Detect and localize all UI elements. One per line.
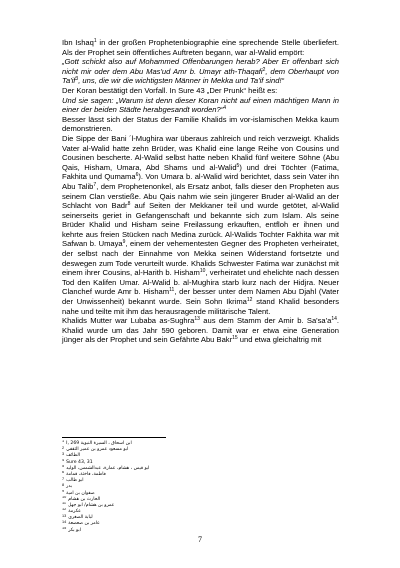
paragraph: [62, 134, 339, 316]
body-text: [62, 38, 339, 345]
footnote-reference: 12: [246, 297, 253, 304]
footnote-reference: 3: [75, 76, 79, 83]
footnote-text: الطائف: [66, 453, 81, 459]
paragraph-text: aus dem Stamm der Amir b. Sa'sa'a: [199, 316, 332, 326]
footnote-text: صفوان بن امية: [66, 490, 95, 496]
paragraph: [62, 38, 339, 57]
footnote-reference: 4: [223, 105, 227, 112]
footnote-text: Sure 43, 31: [66, 459, 93, 465]
paragraph-text: Die Sippe der Bani ´l-Mughira war überaus zahlreich und reich verzweigt. Khalids Vater al-Walid hatte zehn Brüder, was Khalid eine lange Reihe von Cousins und Cousinen bescherte. Al-Walid selbst hatte neben Khalid fünf weitere Söhne (Abu Qais, Hisham, Umara, Abd Shams und al-Walid: [62, 133, 339, 172]
footnote-reference: 15: [232, 335, 238, 342]
footnote-reference: 5: [236, 162, 240, 169]
paragraph-text: . Khalid wurde um das Jahr 590 geboren. Damit war er etwa eine Generation jünger als der Prophet und sein Gefährte Abu Bakr: [62, 316, 339, 345]
paragraph-text: auf Seiten der Mekkaner teil und wurde getötet, al-Walid seinerseits geriet in Gefangenschaft und bekannte sich zum Islam. Als seine Brüder Khalid und Hisham seine Freilassung erkauften, entfloh er ihnen und kehrte aus freien Stücken nach Medina zurück. Al-Walids Tochter Fakhita war mit Safwan b. Umaya: [62, 201, 339, 249]
footnote-reference: 7: [93, 181, 97, 188]
footnote: [62, 527, 339, 533]
footnote-number: 14: [62, 520, 67, 524]
footnote-reference: 2: [262, 66, 266, 73]
paragraph-text: , verheiratet und ehelichte nach dessen Tod den Kalifen Umar. Al-Walid b. al-Mughira starb kurz nach der Hidjra. Neuer Clanchef wurde Amr b. Hisham: [62, 268, 339, 297]
footnote-text: I, 269 ابن اسحاق ، السيرة النبوية: [66, 441, 132, 446]
footnote-number: 4: [62, 458, 65, 462]
paragraph-text: ) und drei Töchter (Fatima, Fakhita und Qumama: [62, 162, 339, 182]
footnotes-section: [62, 440, 339, 533]
quote-text: Und sie sagen: „Warum ist denn dieser Koran nicht auf einen mächtigen Mann in einer der beiden Städte herabgesandt worden?“: [62, 95, 339, 115]
footnote-number: 12: [62, 508, 67, 512]
footnote-reference: 14: [331, 316, 337, 323]
paragraph-text: und etwa gleichaltrig mit: [237, 335, 322, 345]
footnote-reference: 6: [135, 172, 139, 179]
footnote-text: ابو طالب: [66, 478, 84, 484]
paragraph-text: Khalids Mutter war Lubaba as-Sughra: [62, 316, 195, 326]
footnote-number: 3: [62, 452, 65, 456]
paragraph: [62, 96, 339, 115]
quote-text: „Gott schickt also auf Mohammed Offenbarungen herab? Aber Er offenbart sich nicht mir oder dem Abu Mas'ud Amr b. Umayr ath-Thaqafi: [62, 57, 339, 76]
footnote-text: لبابة الصغرى: [68, 515, 93, 521]
paragraph-text: stand Khalid besonders nahe und teilte mit ihm das herausragende militärische Talent.: [62, 297, 339, 316]
paragraph-text: , dem Prophetenonkel, als Ersatz anbot, falls dieser den Propheten aus seinem Clan verstieße. Abu Qais nahm wie sein jüngerer Bruder al-Walid an der Schlacht von Badr: [62, 181, 339, 211]
footnote-number: 15: [62, 526, 67, 531]
footnote-number: 11: [62, 501, 66, 506]
footnote-number: 13: [62, 514, 67, 518]
paragraph-text: ). Von Umara b. al-Walid wird berichtet, dass sein Vater ihn Abu Talib: [62, 172, 339, 191]
paragraph-text: , einem der vehementesten Gegner des Propheten verheiratet, der selbst nach der Einnahme von Mekka seinen Widerstand fortsetzte und deswegen zum Tode verurteilt wurde. Khalids Schwester Fatima war zunächst mit einem ihrer Cousins, al-Harith b. Hisham: [62, 239, 339, 278]
footnote-text: عمرو بن هشام/ ابو جهل: [67, 502, 115, 508]
page-number: 7: [198, 535, 202, 544]
footnote-number: 10: [62, 495, 67, 500]
footnote-text: ابو قيس ، هشام، عمارة، عبدالشمس، الوليد: [66, 465, 150, 471]
footnote-reference: 10: [199, 268, 206, 275]
paragraph-text: Besser lässt sich der Status der Familie Khalids im vor-islamischen Mekka kaum demonstrieren.: [62, 114, 339, 134]
footnote-number: 6: [62, 470, 65, 475]
paragraph: [62, 115, 339, 134]
footnote-text: بدر: [66, 484, 73, 490]
quote-text: , dem Oberhaupt von Ta'if: [62, 66, 339, 86]
footnote-text: ابو بكر: [68, 527, 81, 533]
footnote-number: 5: [62, 464, 65, 469]
paragraph-text: in der großen Prophetenbiographie eine sprechende Stelle überliefert. Als der Prophet sein öffentliches Auftreten begann, war al-Walid empört:: [62, 38, 340, 57]
footnote-separator: [62, 437, 166, 438]
footnote-reference: 13: [194, 316, 200, 323]
footnote-reference: 8: [127, 201, 131, 208]
footnote-reference: 11: [169, 287, 175, 294]
paragraph: [62, 57, 339, 86]
footnote-number: 1: [62, 440, 65, 444]
footnote-number: 2: [62, 446, 65, 450]
footnote-text: فاطمة، فاخثة، قمامة: [66, 471, 106, 477]
footnote-text: الحارث بن هشام: [68, 496, 101, 502]
paragraph-text: Ibn Ishaq: [62, 38, 94, 47]
paragraph-text: , der besser unter dem Namen Abu Djahl (Vater der Unwissenheit) bekannt wurde. Sein Sohn Ikrima: [62, 287, 340, 307]
paragraph-text: Der Koran bestätigt den Vorfall. In Sure 43 „Der Prunk“ heißt es:: [62, 85, 278, 95]
quote-text: , uns, die wir die wichtigsten Männer in Mekka und Ta'if sind!“: [78, 76, 285, 86]
footnote-text: عامر بن صعصعة: [68, 521, 100, 527]
footnote-number: 9: [62, 489, 65, 493]
footnote-reference: 1: [93, 38, 97, 44]
footnote-number: 8: [62, 483, 65, 487]
footnote-number: 7: [62, 477, 65, 481]
paragraph: [62, 86, 339, 96]
footnote-text: ابو مسعود عمرو بن عمير الثقفي: [66, 447, 129, 453]
footnote-text: عكرمة: [68, 509, 81, 515]
paragraph: [62, 316, 339, 345]
footnote-reference: 9: [122, 239, 126, 246]
